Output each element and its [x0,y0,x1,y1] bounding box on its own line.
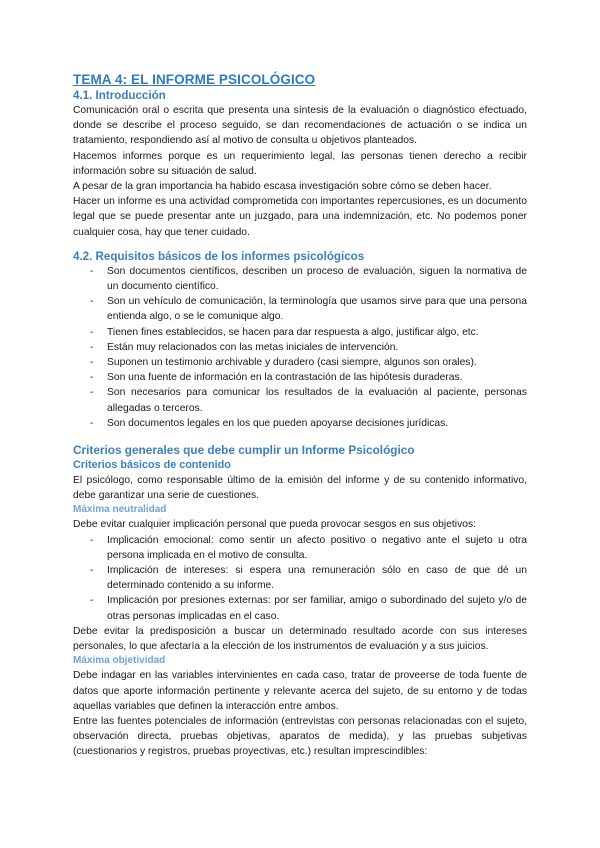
objetividad-paragraph-2: Entre las fuentes potenciales de información (entrevistas con personas relacionadas con el sujeto, observación directa, pruebas objetivas, aparatos de medida), y las pruebas subjetivas (cuestionarios y registros, pruebas proyectivas, etc.) resultan imprescindibles: [73,715,527,758]
document-title: TEMA 4: EL INFORME PSICOLÓGICO [73,72,316,87]
document-page [73,72,527,760]
list-item: - Implicación emocional: como sentir un afecto positivo o negativo ante el sujeto u otra persona implicada en el motivo de consulta. [90,534,527,561]
contenido-heading: Criterios básicos de contenido [73,459,231,472]
list-item: - Suponen un testimonio archivable y duradero (casi siempre, algunos son orales). [90,357,477,369]
contenido-paragraph: El psicólogo, como responsable último de la emisión del informe y de su contenido informativo, debe garantizar una serie de cuestiones. [73,475,527,502]
objetividad-heading: Máxima objetividad [73,655,166,667]
list-item: - Implicación de intereses: si espera una remuneración sólo en caso de que dé un determinado contenido a su informe. [90,565,527,592]
list-item: - Son necesarios para comunicar los resultados de la evaluación al paciente, personas allegadas o terceros. [90,387,527,414]
intro-paragraph-1: Comunicación oral o escrita que presenta una síntesis de la evaluación o diagnóstico efectuado, donde se describe el proceso seguido, se dan recomendaciones de actuación o se indica un tratamiento, respondiendo así al motivo de consulta u objetivos planteados. [73,105,527,147]
intro-paragraph-4: Hacer un informe es una actividad comprometida con importantes repercusiones, es un documento legal que se puede presentar ante un juzgado, para una indemnización, etc. No podemos poner cualquier cosa, hay que tener cuidado. [73,196,527,238]
section-1-heading: 4.1. Introducción [73,89,166,102]
neutralidad-list [73,533,527,624]
list-item: - Implicación por presiones externas: por ser familiar, amigo o subordinado del sujeto y/o de otras personas implicadas en el caso. [90,595,527,622]
list-item: - Son documentos científicos, describen un proceso de evaluación, siguen la normativa de un documento científico. [90,265,527,293]
neutralidad-heading: Máxima neutralidad [73,504,167,516]
list-item: - Son documentos legales en los que pueden apoyarse decisiones jurídicas. [90,417,449,429]
intro-paragraph-3: A pesar de la gran importancia ha habido escasa investigación sobre cómo se deben hacer. [73,181,492,193]
criterios-heading: Criterios generales que debe cumplir un Informe Psicológico [73,443,415,458]
neutralidad-closing: Debe evitar la predisposición a buscar un determinado resultado acorde con sus intereses personales, lo que afectaría a la elección de los instrumentos de evaluación y a sus juicios. [73,625,527,653]
neutralidad-intro: Debe evitar cualquier implicación personal que pueda provocar sesgos en sus objetivos: [73,519,476,531]
requirements-list [73,264,527,431]
objetividad-paragraph-1: Debe indagar en las variables intervinientes en cada caso, tratar de proveerse de toda fuente de datos que aporte información pertinente y relevante acerca del sujeto, de su entorno y de todas aquellas variables que definen la interacción entre ambos. [73,670,527,712]
list-item: - Tienen fines establecidos, se hacen para dar respuesta a algo, justificar algo, etc. [90,326,479,338]
list-item: - Son un vehículo de comunicación, la terminología que usamos sirve para que una persona entienda algo, o se le comunique algo. [90,296,527,323]
section-2-heading: 4.2. Requisitos básicos de los informes psicológicos [73,249,365,263]
list-item: - Son una fuente de información en la contrastación de las hipótesis duraderas. [90,372,463,384]
intro-paragraph-2: Hacemos informes porque es un requerimiento legal, las personas tienen derecho a recibir información sobre su situación de salud. [73,150,527,177]
list-item: - Están muy relacionados con las metas iniciales de intervención. [90,341,399,353]
